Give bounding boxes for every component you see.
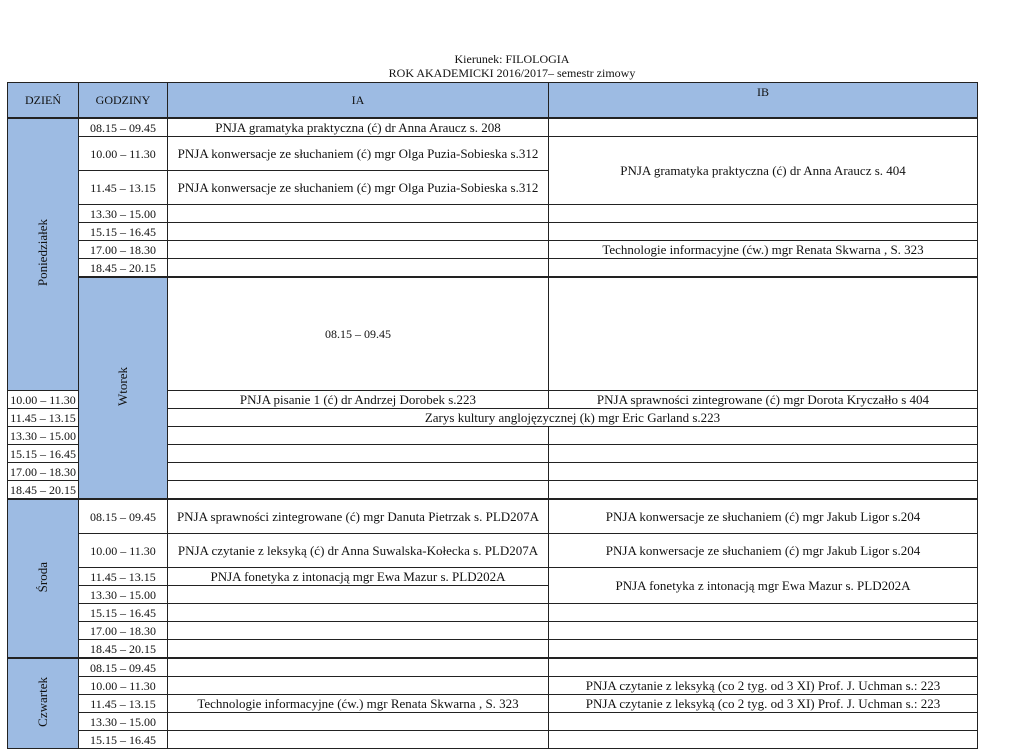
time-cell: 15.15 – 16.45: [8, 445, 79, 463]
time-cell: 18.45 – 20.15: [8, 481, 79, 500]
time-cell: 13.30 – 15.00: [79, 586, 168, 604]
time-cell: 11.45 – 13.15: [79, 695, 168, 713]
empty-cell: [168, 604, 549, 622]
time-cell: 18.45 – 20.15: [79, 640, 168, 659]
class-cell: PNJA czytanie z leksyką (ć) dr Anna Suwalska-Kołecka s. PLD207A: [168, 534, 549, 568]
time-cell: 10.00 – 11.30: [79, 534, 168, 568]
academic-year-title: ROK AKADEMICKI 2016/2017– semestr zimowy: [388, 66, 636, 80]
time-cell: 10.00 – 11.30: [79, 677, 168, 695]
time-cell: 17.00 – 18.30: [79, 241, 168, 259]
class-cell: PNJA pisanie 1 (ć) dr Andrzej Dorobek s.223: [168, 391, 549, 409]
class-cell: Technologie informacyjne (ćw.) mgr Renata Skwarna , S. 323: [168, 695, 549, 713]
time-cell: 08.15 – 09.45: [79, 658, 168, 677]
time-cell: 11.45 – 13.15: [79, 171, 168, 205]
col-header-day: DZIEŃ: [8, 83, 79, 119]
empty-cell: [168, 586, 549, 604]
empty-cell: [549, 118, 978, 137]
time-cell: 13.30 – 15.00: [8, 427, 79, 445]
day-cell-tuesday: [79, 277, 168, 499]
table-row: [8, 259, 978, 278]
time-cell: 08.15 – 09.45: [79, 118, 168, 137]
day-cell-monday: [8, 118, 79, 391]
empty-cell: [168, 241, 549, 259]
schedule-table: [7, 82, 978, 749]
time-cell: 17.00 – 18.30: [79, 622, 168, 640]
class-cell: PNJA gramatyka praktyczna (ć) dr Anna Araucz s. 404: [549, 137, 978, 205]
class-cell: PNJA sprawności zintegrowane (ć) mgr Dorota Kryczałło s 404: [549, 391, 978, 409]
time-cell: 13.30 – 15.00: [79, 713, 168, 731]
empty-cell: [549, 427, 978, 445]
table-row: [8, 677, 978, 695]
class-cell: PNJA konwersacje ze słuchaniem (ć) mgr Jakub Ligor s.204: [549, 534, 978, 568]
time-cell: 18.45 – 20.15: [79, 259, 168, 278]
empty-cell: [549, 731, 978, 749]
empty-cell: [549, 277, 978, 391]
day-cell-thursday: [8, 658, 79, 749]
class-cell: PNJA fonetyka z intonacją mgr Ewa Mazur s. PLD202A: [549, 568, 978, 604]
time-cell: 10.00 – 11.30: [8, 391, 79, 409]
empty-cell: [549, 640, 978, 659]
class-cell: PNJA konwersacje ze słuchaniem (ć) mgr Olga Puzia-Sobieska s.312: [168, 137, 549, 171]
empty-cell: [168, 713, 549, 731]
time-cell: 08.15 – 09.45: [168, 277, 549, 391]
time-cell: 10.00 – 11.30: [79, 137, 168, 171]
table-row: [8, 534, 978, 568]
empty-cell: [549, 658, 978, 677]
table-row: [8, 205, 978, 223]
empty-cell: [168, 205, 549, 223]
empty-cell: [549, 622, 978, 640]
time-cell: 11.45 – 13.15: [8, 409, 79, 427]
table-row: [8, 622, 978, 640]
time-cell: 17.00 – 18.30: [8, 463, 79, 481]
day-label: Czwartek: [35, 677, 50, 727]
class-cell: PNJA czytanie z leksyką (co 2 tyg. od 3 XI) Prof. J. Uchman s.: 223: [549, 695, 978, 713]
empty-cell: [549, 223, 978, 241]
table-row: [8, 241, 978, 259]
empty-cell: [549, 481, 978, 500]
day-label: Wtorek: [115, 367, 130, 406]
class-cell: Zarys kultury anglojęzycznej (k) mgr Eric Garland s.223: [168, 409, 978, 427]
table-row: [8, 640, 978, 659]
empty-cell: [549, 713, 978, 731]
empty-cell: [168, 622, 549, 640]
day-label: Środa: [35, 561, 50, 593]
col-header-ib: IB: [549, 83, 978, 119]
time-cell: 15.15 – 16.45: [79, 604, 168, 622]
time-cell: 13.30 – 15.00: [79, 205, 168, 223]
time-cell: 15.15 – 16.45: [79, 223, 168, 241]
empty-cell: [168, 640, 549, 659]
table-row: [8, 731, 978, 749]
table-row: [8, 695, 978, 713]
table-row: [8, 713, 978, 731]
class-cell: PNJA sprawności zintegrowane (ć) mgr Danuta Pietrzak s. PLD207A: [168, 499, 549, 534]
empty-cell: [168, 481, 549, 500]
col-header-ia: IA: [168, 83, 549, 119]
empty-cell: [168, 677, 549, 695]
program-title: Kierunek: FILOLOGIA: [454, 52, 570, 66]
empty-cell: [168, 445, 549, 463]
table-row: [8, 499, 978, 534]
class-cell: PNJA konwersacje ze słuchaniem (ć) mgr Jakub Ligor s.204: [549, 499, 978, 534]
empty-cell: [549, 604, 978, 622]
day-cell-wednesday: [8, 499, 79, 658]
empty-cell: [549, 463, 978, 481]
time-cell: 11.45 – 13.15: [79, 568, 168, 586]
class-cell: PNJA gramatyka praktyczna (ć) dr Anna Araucz s. 208: [168, 118, 549, 137]
empty-cell: [549, 205, 978, 223]
class-cell: PNJA czytanie z leksyką (co 2 tyg. od 3 XI) Prof. J. Uchman s.: 223: [549, 677, 978, 695]
time-cell: 08.15 – 09.45: [79, 499, 168, 534]
table-row: [8, 223, 978, 241]
table-row: [8, 658, 978, 677]
class-cell: Technologie informacyjne (ćw.) mgr Renata Skwarna , S. 323: [549, 241, 978, 259]
table-row: [8, 277, 978, 391]
day-label: Poniedziałek: [35, 219, 50, 287]
table-row: [8, 137, 978, 171]
table-row: [8, 568, 978, 586]
empty-cell: [549, 445, 978, 463]
time-cell: 15.15 – 16.45: [79, 731, 168, 749]
table-row: [8, 118, 978, 137]
empty-cell: [168, 463, 549, 481]
class-cell: PNJA fonetyka z intonacją mgr Ewa Mazur s. PLD202A: [168, 568, 549, 586]
col-header-hours: GODZINY: [79, 83, 168, 119]
empty-cell: [168, 658, 549, 677]
empty-cell: [549, 259, 978, 278]
empty-cell: [168, 427, 549, 445]
empty-cell: [168, 731, 549, 749]
class-cell: PNJA konwersacje ze słuchaniem (ć) mgr Olga Puzia-Sobieska s.312: [168, 171, 549, 205]
table-header-row: [8, 83, 978, 119]
table-row: [8, 604, 978, 622]
empty-cell: [168, 259, 549, 278]
empty-cell: [168, 223, 549, 241]
